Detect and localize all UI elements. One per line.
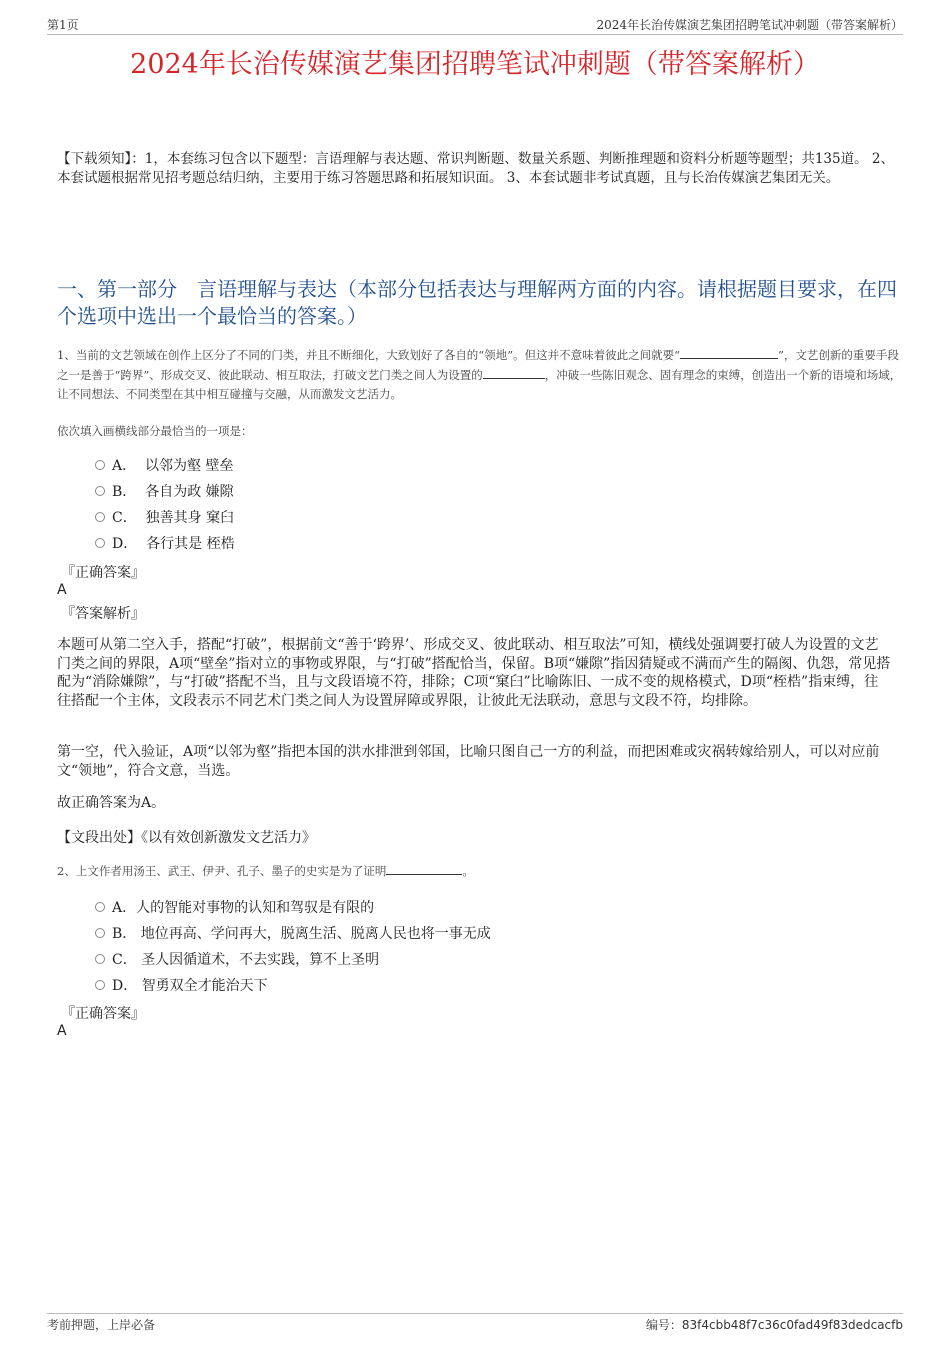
- page-number: 第1页: [47, 18, 79, 32]
- option-c[interactable]: C． 独善其身 窠臼: [95, 505, 235, 531]
- page-footer: [47, 1313, 903, 1332]
- question-1-instruction: 依次填入画横线部分最恰当的一项是：: [57, 424, 253, 438]
- page-header: [47, 14, 903, 35]
- answer-blank: [386, 862, 462, 875]
- question-1-options: [95, 453, 235, 557]
- header-doc-title: 2024年长治传媒演艺集团招聘笔试冲刺题（带答案解析）: [596, 18, 903, 32]
- option-b[interactable]: B． 地位再高、学问再大，脱离生活、脱离人民也将一事无成: [95, 921, 491, 947]
- footer-slogan: 考前押题，上岸必备: [47, 1318, 156, 1332]
- answer-blank-2: [483, 366, 545, 379]
- option-a[interactable]: A． 以邻为壑 壁垒: [95, 453, 235, 479]
- analysis-paragraph-1: 本题可从第二空入手，搭配“打破”，根据前文“善于‘跨界’、形成交叉、彼此联动、相互取法”可知，横线处强调要打破人为设置的文艺门类之间的界限，A项“壁垒”指对立的事物或界限，与“打破”搭配恰当，保留。B项“嫌隙”指因猜疑或不满而产生的隔阂、仇怨，常见搭配为“消除嫌隙”，与“打破”搭配不当，且与文段语境不符，排除；C项“窠臼”比喻陈旧、一成不变的规格模式，D项“桎梏”指束缚，往往搭配一个主体，文段表示不同艺术门类之间人为设置屏障或界限，让彼此无法联动，意思与文段不符，均排除。: [57, 637, 891, 709]
- radio-icon[interactable]: [95, 486, 105, 496]
- download-notice: 【下载须知】：1，本套练习包含以下题型：言语理解与表达题、常识判断题、数量关系题、判断推理题和资料分析题等题型；共135道。 2、本套试题根据常见招考题总结归纳，主要用于练习答题思路和拓展知识面。 3、本套试题非考试真题，且与长治传媒演艺集团无关。: [57, 151, 894, 186]
- question-2-text: 2、上文作者用汤王、武王、伊尹、孔子、墨子的史实是为了证明 。: [57, 864, 474, 878]
- radio-icon[interactable]: [95, 928, 105, 938]
- radio-icon[interactable]: [95, 980, 105, 990]
- passage-source: 【文段出处】《以有效创新激发文艺活力》: [57, 830, 316, 846]
- radio-icon[interactable]: [95, 954, 105, 964]
- question-1-text: 1、当前的文艺领域在创作上区分了不同的门类，并且不断细化，大致划好了各自的“领地”。但这并不意味着彼此之间就要“ ”，文艺创新的重要手段之一是善于“跨界”、形成交叉、彼此联动、相互取法，打破文艺门类之间人为设置的 ，冲破一些陈旧观念、固有理念的束缚，创造出一个新的语境和场域，让不同想法、不同类型在其中相互碰撞与交融，从而激发文艺活力。: [57, 348, 902, 401]
- option-c[interactable]: C． 圣人因循道术，不去实践，算不上圣明: [95, 947, 491, 973]
- document-code: 编号：83f4cbb48f7c36c0fad49f83dedcacfb: [645, 1318, 903, 1332]
- radio-icon[interactable]: [95, 512, 105, 522]
- section-heading: 一、第一部分 言语理解与表达（本部分包括表达与理解两方面的内容。请根据题目要求，在四个选项中选出一个最恰当的答案。）: [57, 277, 897, 328]
- option-a[interactable]: A．人的智能对事物的认知和驾驭是有限的: [95, 895, 491, 921]
- page-title: 2024年长治传媒演艺集团招聘笔试冲刺题（带答案解析）: [130, 49, 820, 80]
- analysis-paragraph-2: 第一空，代入验证，A项“以邻为壑”指把本国的洪水排泄到邻国，比喻只图自己一方的利益，而把困难或灾祸转嫁给别人，可以对应前文“领地”，符合文意，当选。: [57, 744, 880, 779]
- correct-answer: A: [57, 582, 67, 598]
- option-d[interactable]: D． 智勇双全才能治天下: [95, 973, 491, 999]
- radio-icon[interactable]: [95, 902, 105, 912]
- correct-answer: A: [57, 1023, 67, 1039]
- analysis-conclusion: 故正确答案为A。: [57, 795, 166, 811]
- correct-answer-label: 『正确答案』: [61, 565, 145, 581]
- correct-answer-label: 『正确答案』: [61, 1006, 145, 1022]
- answer-blank-1: [680, 346, 778, 359]
- option-b[interactable]: B． 各自为政 嫌隙: [95, 479, 235, 505]
- analysis-label: 『答案解析』: [61, 606, 145, 622]
- radio-icon[interactable]: [95, 460, 105, 470]
- radio-icon[interactable]: [95, 538, 105, 548]
- option-d[interactable]: D． 各行其是 桎梏: [95, 531, 235, 557]
- question-2-options: [95, 895, 491, 999]
